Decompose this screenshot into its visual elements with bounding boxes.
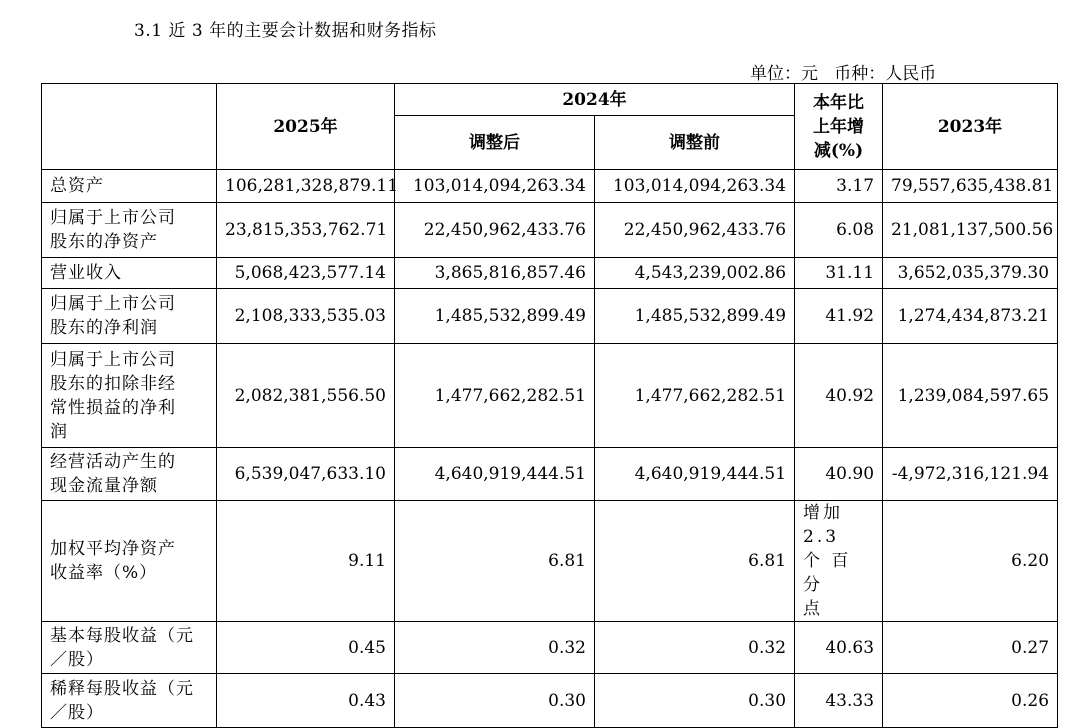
section-title: 3.1 近 3 年的主要会计数据和财务指标 (134, 21, 437, 41)
row-label (42, 344, 217, 448)
header-2025: 2025年 (217, 84, 395, 170)
row-label (42, 622, 217, 674)
row-label-line: 股东的净资产 (50, 232, 158, 252)
cell-change: 3.17 (795, 170, 883, 203)
row-label-line: 常性损益的净利 (50, 397, 176, 418)
cell-2024-adjusted-before: 22,450,962,433.76 (595, 203, 795, 258)
cell-2024-adjusted-before: 1,485,532,899.49 (595, 289, 795, 344)
cell-2024-adjusted-before: 0.30 (595, 674, 795, 728)
cell-2023: 6.20 (883, 501, 1058, 622)
row-label-line: 股东的扣除非经 (50, 373, 176, 394)
cell-2025: 106,281,328,879.11 (217, 170, 395, 203)
table-row (42, 674, 1058, 728)
row-label-line: 总资产 (50, 176, 104, 196)
row-label (42, 203, 217, 258)
cell-2023: 21,081,137,500.56 (883, 203, 1058, 258)
table-row (42, 344, 1058, 448)
row-label (42, 501, 217, 622)
table-row (42, 289, 1058, 344)
cell-2024-adjusted-after: 22,450,962,433.76 (395, 203, 595, 258)
cell-2025: 5,068,423,577.14 (217, 258, 395, 289)
header-change-line: 本年比 (813, 92, 865, 113)
cell-change: 40.92 (795, 344, 883, 448)
row-label (42, 170, 217, 203)
cell-2024-adjusted-before: 0.32 (595, 622, 795, 674)
table-row (42, 448, 1058, 501)
cell-2024-adjusted-after: 0.32 (395, 622, 595, 674)
unit-currency-note: 单位：元 币种：人民币 (750, 64, 937, 84)
cell-2024-adjusted-before: 4,640,919,444.51 (595, 448, 795, 501)
row-label-line: 归属于上市公司 (50, 349, 176, 370)
cell-2024-adjusted-after: 4,640,919,444.51 (395, 448, 595, 501)
row-label (42, 448, 217, 501)
row-label-line: ／股） (50, 702, 104, 723)
cell-2024-adjusted-after: 103,014,094,263.34 (395, 170, 595, 203)
row-label-line: 归属于上市公司 (50, 294, 176, 314)
financial-indicators-table (41, 83, 1058, 728)
header-adjusted-after: 调整后 (395, 116, 595, 170)
header-2024: 2024年 (395, 84, 795, 116)
row-label-line: 股东的净利润 (50, 318, 158, 338)
change-text-line: 个 百 分 (803, 551, 852, 595)
header-change-line: 减(%) (813, 140, 864, 161)
row-label-line: ／股） (50, 649, 104, 670)
cell-2023: 0.27 (883, 622, 1058, 674)
header-change-pct (795, 84, 883, 170)
table-row (42, 203, 1058, 258)
row-label-line: 稀释每股收益（元 (50, 678, 194, 699)
cell-2023: 3,652,035,379.30 (883, 258, 1058, 289)
cell-2025: 0.43 (217, 674, 395, 728)
cell-2025: 0.45 (217, 622, 395, 674)
header-change-line: 上年增 (813, 116, 865, 137)
cell-change: 31.11 (795, 258, 883, 289)
cell-2023: 1,274,434,873.21 (883, 289, 1058, 344)
cell-2025: 2,108,333,535.03 (217, 289, 395, 344)
cell-2024-adjusted-after: 0.30 (395, 674, 595, 728)
cell-2024-adjusted-before: 6.81 (595, 501, 795, 622)
row-label-line: 润 (50, 421, 68, 442)
cell-2024-adjusted-after: 3,865,816,857.46 (395, 258, 595, 289)
cell-2024-adjusted-before: 103,014,094,263.34 (595, 170, 795, 203)
cell-change: 6.08 (795, 203, 883, 258)
row-label-line: 基本每股收益（元 (50, 625, 194, 646)
cell-2025: 23,815,353,762.71 (217, 203, 395, 258)
cell-2024-adjusted-before: 1,477,662,282.51 (595, 344, 795, 448)
cell-change: 41.92 (795, 289, 883, 344)
change-text-line: 增加2.3 (803, 503, 844, 547)
row-label-line: 收益率（%） (50, 563, 158, 583)
table-row (42, 258, 1058, 289)
cell-change (795, 501, 883, 622)
header-2023: 2023年 (883, 84, 1058, 170)
row-label-line: 归属于上市公司 (50, 208, 176, 228)
cell-2023: -4,972,316,121.94 (883, 448, 1058, 501)
change-text-line: 点 (803, 599, 824, 619)
cell-2024-adjusted-after: 6.81 (395, 501, 595, 622)
row-label-line: 加权平均净资产 (50, 539, 176, 559)
row-label (42, 289, 217, 344)
cell-change: 40.63 (795, 622, 883, 674)
table-row (42, 501, 1058, 622)
cell-2023: 0.26 (883, 674, 1058, 728)
row-label (42, 674, 217, 728)
table-row (42, 170, 1058, 203)
cell-2024-adjusted-after: 1,477,662,282.51 (395, 344, 595, 448)
row-label-line: 经营活动产生的 (50, 452, 176, 472)
cell-change: 43.33 (795, 674, 883, 728)
cell-change: 40.90 (795, 448, 883, 501)
cell-2025: 6,539,047,633.10 (217, 448, 395, 501)
header-adjusted-before: 调整前 (595, 116, 795, 170)
cell-2024-adjusted-before: 4,543,239,002.86 (595, 258, 795, 289)
header-blank-cell (42, 84, 217, 170)
cell-2025: 9.11 (217, 501, 395, 622)
cell-2023: 1,239,084,597.65 (883, 344, 1058, 448)
cell-2023: 79,557,635,438.81 (883, 170, 1058, 203)
cell-2025: 2,082,381,556.50 (217, 344, 395, 448)
row-label-line: 营业收入 (50, 263, 122, 283)
row-label (42, 258, 217, 289)
cell-2024-adjusted-after: 1,485,532,899.49 (395, 289, 595, 344)
row-label-line: 现金流量净额 (50, 476, 158, 496)
table-row (42, 622, 1058, 674)
